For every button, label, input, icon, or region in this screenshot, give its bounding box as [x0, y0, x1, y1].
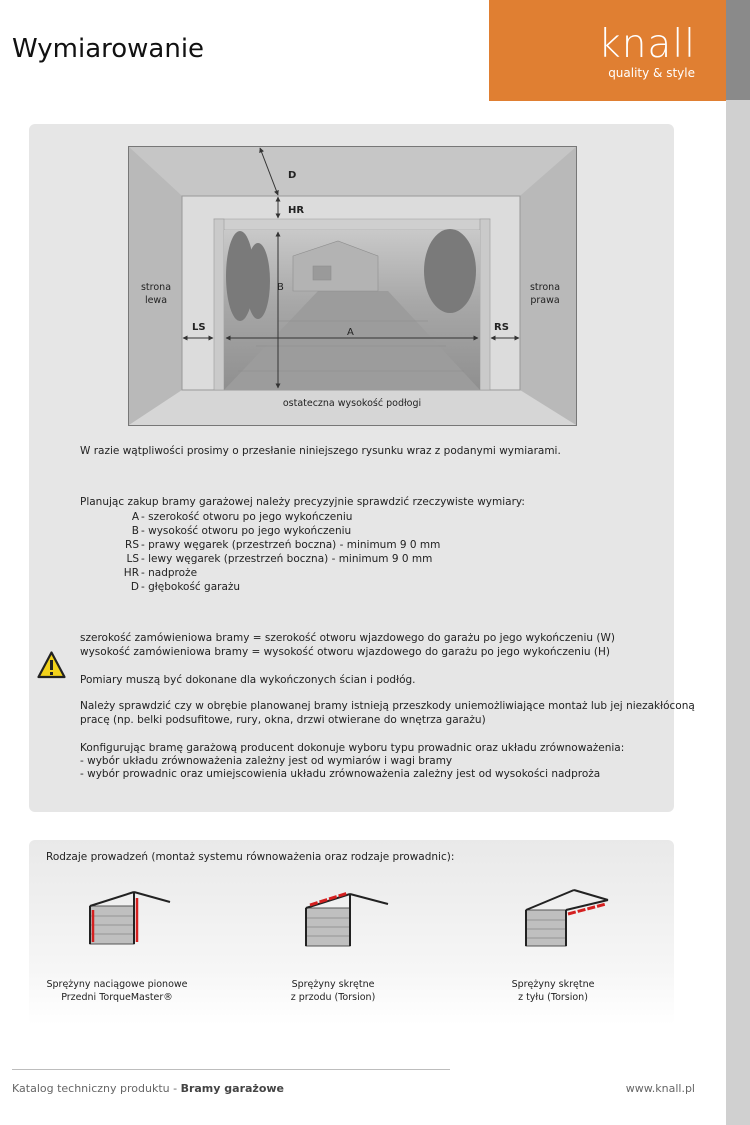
dimension-desc: - prawy węgarek (przestrzeń boczna) - minimum 9 0 mm: [141, 539, 441, 551]
guides-heading: Rodzaje prowadzeń (montaż systemu równoważenia oraz rodzaje prowadnic):: [46, 851, 455, 863]
floor-label: ostateczna wysokość podłogi: [282, 398, 422, 409]
list-item: [95, 552, 455, 566]
height-rule-text: wysokość zamówieniowa bramy = wysokość otworu wjazdowego do garażu po jego wykończeniu (H): [80, 646, 610, 658]
page-title: Wymiarowanie: [12, 34, 205, 64]
garage-ceiling: [129, 147, 576, 196]
dimension-hr-label: HR: [288, 205, 305, 216]
side-bar: [726, 0, 750, 1125]
dimension-code: D: [130, 581, 139, 593]
guide-caption-line: Sprężyny skrętne: [291, 979, 375, 990]
obstacles-text-2: pracę (np. belki podsufitowe, rury, okna, drzwi otwierane do wnętrza garażu): [80, 714, 486, 726]
logo-tagline: quality & style: [608, 66, 695, 80]
footer-product: Bramy garażowe: [180, 1082, 284, 1095]
guide-caption-2: [233, 978, 433, 1004]
dimension-b-label: B: [277, 282, 284, 293]
left-side-label-1: strona: [140, 282, 172, 293]
dimension-ls-label: LS: [192, 322, 206, 333]
left-jamb: [214, 219, 224, 390]
guide-caption-line: z przodu (Torsion): [290, 992, 376, 1003]
dimension-desc: - wysokość otworu po jego wykończeniu: [141, 525, 352, 537]
footer-catalog-label: Katalog techniczny produktu -: [12, 1082, 181, 1095]
list-item: [95, 538, 455, 552]
config-text-3: - wybór prowadnic oraz umiejscowienia układu zrównoważenia zależny jest od wysokości nadproża: [80, 768, 601, 780]
garage-diagram: [128, 146, 577, 426]
guide-torsion-rear-figure: [520, 884, 610, 956]
obstacles-text-1: Należy sprawdzić czy w obrębie planowanej bramy istnieją przeszkody uniemożliwiające montaż lub jej niezakłóconą: [80, 700, 695, 712]
dimension-code: A: [131, 511, 139, 523]
footer-url[interactable]: www.knall.pl: [625, 1082, 695, 1095]
guide-caption-line: Sprężyny naciągowe pionowe: [46, 979, 188, 990]
guide-torsion-front-figure: [300, 884, 390, 956]
dimension-a-label: A: [347, 327, 354, 338]
intro-text: W razie wątpliwości prosimy o przesłanie niniejszego rysunku wraz z podanymi wymiarami.: [80, 445, 561, 457]
logo: [489, 0, 726, 101]
footer-catalog: [12, 1082, 284, 1095]
measurements-text: Pomiary muszą być dokonane dla wykończonych ścian i podłóg.: [80, 674, 416, 686]
dimension-desc: - szerokość otworu po jego wykończeniu: [141, 511, 353, 523]
logo-name: knall: [598, 22, 696, 67]
list-item: [95, 510, 455, 524]
left-side-label-2: lewa: [144, 295, 168, 306]
list-item: [95, 580, 455, 594]
dimensions-list: [95, 510, 455, 594]
dimension-desc: - nadproże: [141, 567, 198, 579]
guide-vertical-springs-figure: [82, 884, 172, 956]
dimension-desc: - lewy węgarek (przestrzeń boczna) - minimum 9 0 mm: [141, 553, 433, 565]
right-jamb: [480, 219, 490, 390]
width-rule-text: szerokość zamówieniowa bramy = szerokość otworu wjazdowego do garażu po jego wykończeniu (W): [80, 632, 615, 644]
dimension-desc: - głębokość garażu: [141, 581, 241, 593]
guide-caption-line: Sprężyny skrętne: [511, 979, 595, 990]
list-item: [95, 524, 455, 538]
dimension-code: HR: [123, 567, 139, 579]
right-side-label-2: prawa: [530, 295, 560, 306]
guide-caption-1: [17, 978, 217, 1004]
dimension-code: RS: [125, 539, 139, 551]
guide-caption-line: Przedni TorqueMaster®: [61, 992, 173, 1003]
guide-caption-line: z tyłu (Torsion): [518, 992, 588, 1003]
dimension-code: B: [131, 525, 139, 537]
dimensions-heading: Planując zakup bramy garażowej należy precyzyjnie sprawdzić rzeczywiste wymiary:: [80, 496, 525, 508]
warning-icon: [37, 651, 66, 679]
side-bar-top: [726, 0, 750, 100]
footer-divider: [12, 1069, 450, 1070]
opening-header: [214, 219, 490, 230]
right-side-label-1: strona: [529, 282, 561, 293]
config-text-2: - wybór układu zrównoważenia zależny jest od wymiarów i wagi bramy: [80, 755, 453, 767]
guide-caption-3: [453, 978, 653, 1004]
dimension-d-label: D: [288, 170, 297, 181]
dimension-code: LS: [126, 553, 139, 565]
list-item: [95, 566, 455, 580]
config-text-1: Konfigurując bramę garażową producent dokonuje wyboru typu prowadnic oraz układu zrównoważenia:: [80, 742, 625, 754]
dimension-rs-label: RS: [494, 322, 509, 333]
